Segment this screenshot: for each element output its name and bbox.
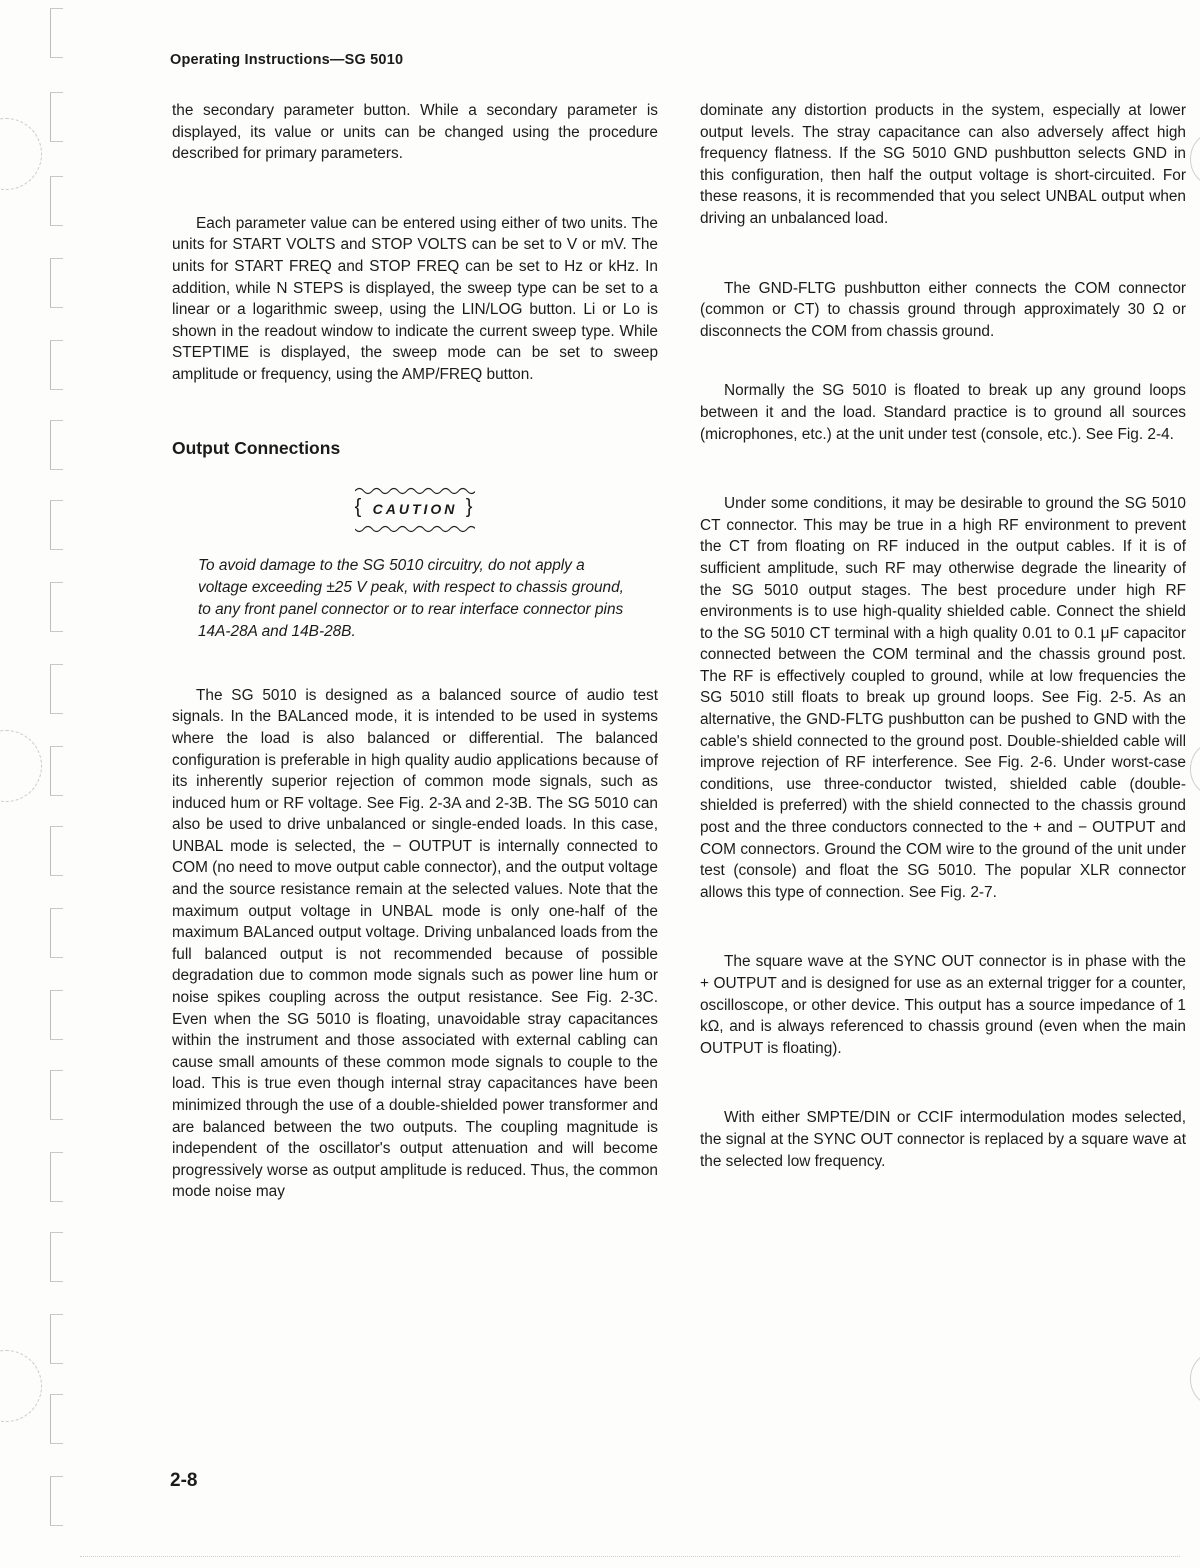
binder-mark	[50, 826, 63, 876]
caution-bracket-left-icon: {	[354, 496, 365, 519]
paragraph: The SG 5010 is designed as a balanced source of audio test signals. In the BALanced mode, it is intended to be used in systems where the load is also balanced or differential. The balanced configuration is preferable in high quality audio applications because of its inherently superior rejection of common mode signals, such as induced hum or RF voltage. See Fig. 2-3A and 2-3B. The SG 5010 can also be used to drive unbalanced or single-ended loads. In this case, UNBAL mode is selected, the − OUTPUT is internally connected to COM (no need to move output cable connector), and the output voltage and the source resistance remain at the selected values. Note that the maximum output voltage in UNBAL mode is only one-half of the maximum BALanced output voltage. Driving unbalanced loads from the full balanced output is not recommended because of possible degradation due to common mode signals such as power line hum or noise spikes coupling across the output resistance. See Fig. 2-3C. Even when the SG 5010 is floating, unavoidable stray capacitances within the instrument and those associated with external cabling can cause small amounts of these common mode signals to couple to the load. This is true even though internal stray capacitances have been minimized through the use of a double-shielded power transformer and are balanced between the two outputs. The coupling magnitude is independent of the oscillator's output attenuation and will become progressively worse as output amplitude is reduced. Thus, the common mode noise may	[172, 686, 658, 1201]
binder-mark	[50, 500, 63, 550]
binder-mark	[50, 1394, 63, 1444]
page-number: 2-8	[170, 1470, 198, 1491]
paragraph: dominate any distortion products in the system, especially at lower output levels. The stray capacitance can also adversely affect high frequency flatness. If the SG 5010 GND pushbutton selects GND in this configuration, then half the output voltage is short-circuited. For these reasons, it is recommended that you select UNBAL output when driving an unbalanced load.	[700, 102, 1186, 227]
punch-hole	[0, 118, 42, 190]
paragraph: Each parameter value can be entered using either of two units. The units for START VOLTS and STOP VOLTS can be set to V or mV. The units for START FREQ and STOP FREQ can be set to Hz or kHz. In addition, while N STEPS is displayed, the sweep type can be set to a linear or a logarithmic sweep, using the LIN/LOG button. Li or Lo is shown in the readout window to indicate the current sweep type. While STEPTIME is displayed, the sweep mode can be set to sweep amplitude or frequency, using the AMP/FREQ button.	[172, 214, 658, 383]
binder-mark	[50, 908, 63, 958]
binder-margin	[0, 0, 80, 1568]
caution-box	[355, 493, 476, 527]
caution-text: To avoid damage to the SG 5010 circuitry, do not apply a voltage exceeding ±25 V peak, with respect to chassis ground, to any front panel connector or to rear interface connector pins 14A-28A and 14B-28B.	[198, 556, 624, 640]
binder-mark	[50, 1314, 63, 1364]
binder-mark	[50, 340, 63, 390]
paragraph: Normally the SG 5010 is floated to break up any ground loops between it and the load. Standard practice is to ground all sources (microphones, etc.) at the unit under test (console, etc.). See Fig. 2-4.	[700, 382, 1186, 443]
paragraph: With either SMPTE/DIN or CCIF intermodulation modes selected, the signal at the SYNC OUT connector is replaced by a square wave at the selected low frequency.	[700, 1109, 1186, 1170]
binder-mark	[50, 1152, 63, 1202]
paragraph: Under some conditions, it may be desirable to ground the SG 5010 CT connector. This may be true in a high RF environment to prevent the CT from floating on RF induced in the output cables. If it is of sufficient amplitude, such RF may otherwise degrade the linearity of the SG 5010 output stages. The best procedure under high RF environments is to use high-quality shielded cable. Connect the shield to the SG 5010 CT terminal with a high quality 0.01 to 0.1 μF capacitor connected between the COM terminal and the chassis ground post. The RF is effectively coupled to ground, while at low frequencies the SG 5010 still floats to break up ground loops. See Fig. 2-5. As an alternative, the GND-FLTG pushbutton can be pushed to GND with the cable's shield connected to the ground post. Double-shielded cable will improve rejection of RF interference. See Fig. 2-6. Under worst-case conditions, use three-conductor twisted, shielded cable (double-shielded is preferred) with the shield connected to the chassis ground post and the three conductors connected to the + and − OUTPUT and COM connectors. Ground the COM wire to the ground of the unit under test (console) and float the SG 5010. The popular XLR connector allows this type of connection. See Fig. 2-7.	[700, 495, 1186, 901]
binder-mark	[50, 92, 63, 142]
punch-hole	[1190, 130, 1200, 188]
binder-mark	[50, 420, 63, 470]
caution-notice	[172, 493, 658, 527]
caution-border-top	[355, 485, 476, 495]
binder-mark	[50, 1476, 63, 1526]
binder-mark	[50, 176, 63, 226]
binder-mark	[50, 1070, 63, 1120]
binder-mark	[50, 746, 63, 796]
left-column	[172, 100, 658, 1203]
scan-edge	[80, 1556, 1180, 1557]
binder-mark	[50, 1232, 63, 1282]
paragraph: The GND-FLTG pushbutton either connects the COM connector (common or CT) to chassis ground through approximately 30 Ω or disconnects the COM from chassis ground.	[700, 279, 1186, 340]
binder-mark	[50, 990, 63, 1040]
right-column	[700, 100, 1186, 1172]
binder-mark	[50, 582, 63, 632]
paragraph: The square wave at the SYNC OUT connector is in phase with the + OUTPUT and is designed for use as an external trigger for a counter, oscilloscope, or other device. This output has a source impedance of 1 kΩ, and is always referenced to chassis ground (even when the main OUTPUT is floating).	[700, 953, 1186, 1057]
section-heading: Output Connections	[172, 437, 341, 458]
punch-hole	[0, 1350, 42, 1422]
binder-mark	[50, 664, 63, 714]
punch-hole	[0, 730, 42, 802]
punch-hole	[1190, 740, 1200, 798]
caution-bracket-right-icon: }	[465, 496, 476, 519]
binder-mark	[50, 258, 63, 308]
binder-mark	[50, 8, 63, 58]
punch-hole	[1190, 1350, 1200, 1408]
running-head: Operating Instructions—SG 5010	[170, 52, 404, 68]
caution-border-bottom	[355, 525, 476, 535]
paragraph: the secondary parameter button. While a secondary parameter is displayed, its value or units can be changed using the procedure described for primary parameters.	[172, 102, 658, 163]
caution-label: CAUTION	[372, 501, 458, 518]
